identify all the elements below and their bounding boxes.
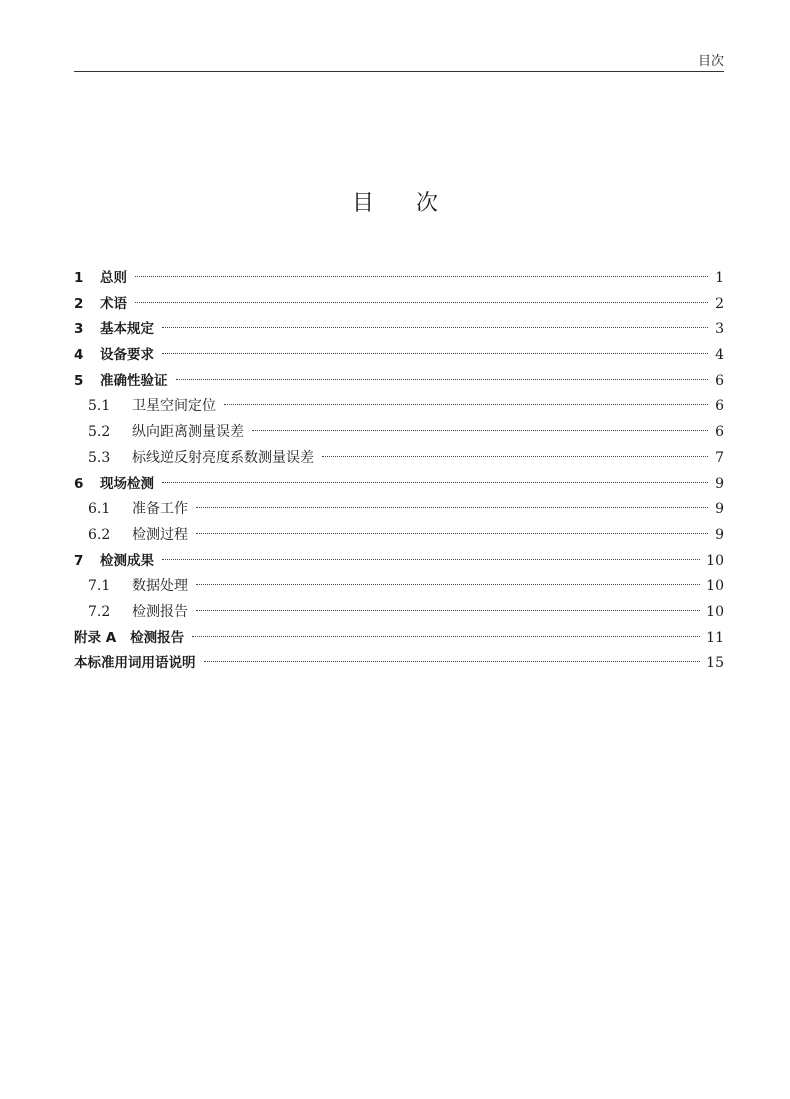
toc-entry-number: 7.1: [88, 578, 111, 595]
toc-entry[interactable]: [74, 626, 724, 652]
dot-leader: [162, 482, 708, 483]
table-of-contents: [74, 266, 724, 677]
dot-leader: [135, 302, 708, 303]
toc-entry-page-number: 2: [715, 295, 724, 312]
toc-entry-page-number: 9: [715, 475, 724, 492]
toc-entry-number: 7: [74, 552, 84, 569]
toc-entry-number: 5.1: [88, 398, 111, 415]
toc-entry-label: 检测过程: [132, 526, 188, 543]
toc-entry-number: 4: [74, 347, 84, 364]
toc-entry-label: 卫星空间定位: [132, 398, 216, 415]
toc-entry-page-number: 15: [706, 655, 724, 672]
toc-entry-label: 总则: [100, 270, 127, 286]
dot-leader: [176, 379, 709, 380]
toc-entry[interactable]: [74, 317, 724, 343]
toc-entry[interactable]: [74, 574, 724, 600]
toc-entry-number: 5: [74, 372, 84, 389]
toc-entry-page-number: 1: [715, 270, 724, 286]
dot-leader: [162, 559, 700, 560]
toc-entry[interactable]: [74, 266, 724, 292]
toc-entry[interactable]: [74, 343, 724, 369]
toc-entry-label: 设备要求: [100, 347, 154, 364]
toc-entry-label: 检测报告: [132, 603, 188, 620]
toc-entry-number: 6.1: [88, 501, 111, 518]
toc-entry-page-number: 6: [715, 424, 724, 441]
toc-entry-number: 1: [74, 270, 84, 286]
toc-entry[interactable]: [74, 523, 724, 549]
dot-leader: [322, 456, 708, 457]
toc-entry[interactable]: [74, 394, 724, 420]
toc-entry-page-number: 6: [715, 398, 724, 415]
toc-entry-label: 纵向距离测量误差: [132, 424, 244, 441]
toc-entry-page-number: 10: [706, 578, 724, 595]
running-header: 目次: [697, 54, 724, 69]
toc-entry-page-number: 9: [715, 526, 724, 543]
toc-entry[interactable]: [74, 472, 724, 498]
toc-entry-number: 6.2: [88, 526, 111, 543]
toc-entry-page-number: 7: [715, 449, 724, 466]
toc-entry-page-number: 9: [715, 501, 724, 518]
toc-entry-label: 检测报告: [130, 629, 185, 646]
toc-entry[interactable]: [74, 420, 724, 446]
dot-leader: [192, 636, 700, 637]
toc-entry-number: 5.2: [88, 424, 111, 441]
dot-leader: [162, 353, 708, 354]
toc-entry-label: 术语: [100, 295, 127, 312]
toc-entry-page-number: 6: [715, 372, 724, 389]
dot-leader: [196, 610, 700, 611]
toc-entry-page-number: 11: [706, 629, 724, 646]
dot-leader: [196, 584, 700, 585]
toc-entry-page-number: 4: [715, 347, 724, 364]
toc-entry[interactable]: [74, 446, 724, 472]
dot-leader: [196, 533, 708, 534]
toc-entry-number: 5.3: [88, 449, 111, 466]
toc-entry-label: 现场检测: [100, 475, 154, 492]
dot-leader: [204, 661, 701, 662]
toc-entry-label: 数据处理: [132, 578, 188, 595]
page-title: 目次: [351, 191, 480, 216]
dot-leader: [252, 430, 708, 431]
toc-entry-page-number: 10: [706, 603, 724, 620]
toc-entry-label: 标线逆反射亮度系数测量误差: [132, 449, 314, 466]
toc-entry[interactable]: [74, 369, 724, 395]
dot-leader: [224, 404, 708, 405]
toc-entry[interactable]: [74, 292, 724, 318]
toc-entry[interactable]: [74, 600, 724, 626]
toc-entry-label: 检测成果: [100, 552, 154, 569]
toc-entry-label: 准备工作: [132, 501, 188, 518]
toc-entry-label: 准确性验证: [100, 372, 168, 389]
toc-entry-number: 6: [74, 475, 84, 492]
toc-entry-number: 7.2: [88, 603, 111, 620]
toc-entry[interactable]: [74, 549, 724, 575]
toc-entry[interactable]: [74, 497, 724, 523]
dot-leader: [135, 276, 708, 277]
toc-entry-label: 本标准用词用语说明: [74, 655, 196, 672]
toc-entry-page-number: 10: [706, 552, 724, 569]
toc-entry-label: 基本规定: [100, 321, 154, 338]
dot-leader: [162, 327, 708, 328]
dot-leader: [196, 507, 708, 508]
toc-entry[interactable]: [74, 651, 724, 677]
toc-entry-number: 3: [74, 321, 84, 338]
toc-entry-page-number: 3: [715, 321, 724, 338]
header-rule: [74, 71, 724, 72]
toc-entry-number: 2: [74, 295, 84, 312]
toc-entry-number: 附录 A: [74, 629, 117, 646]
